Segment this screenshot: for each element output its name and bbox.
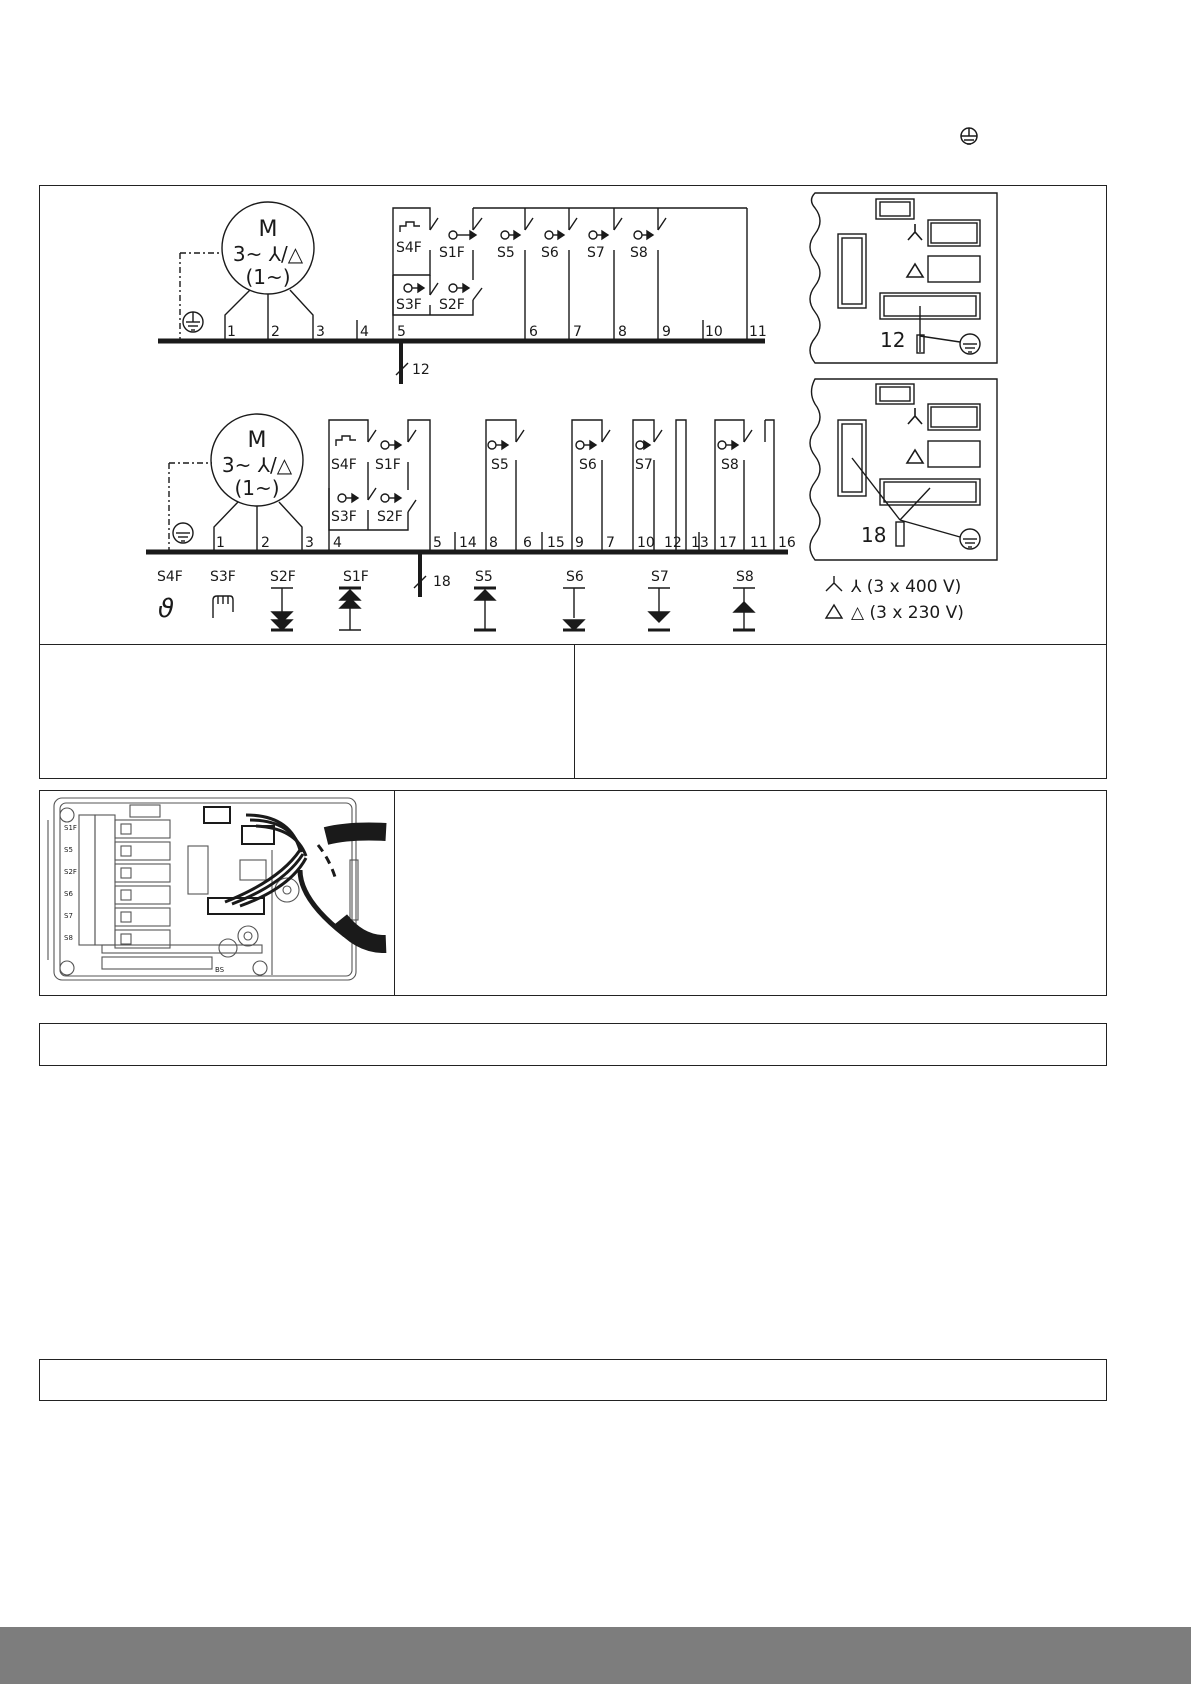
switch-label: S2F [439, 297, 465, 313]
switch-label: S8 [630, 245, 648, 261]
legend-star: ⅄ (3 x 400 V) [851, 577, 962, 597]
info-bar-2 [39, 1359, 1107, 1401]
terminal-label: 12 [664, 535, 682, 551]
motor-top-label: M [258, 217, 278, 242]
switch-label: S7 [587, 245, 605, 261]
switch-label: S6 [579, 457, 597, 473]
switch-label: S4F [331, 457, 357, 473]
switch-label: S3F [396, 297, 422, 313]
terminal-label: 9 [662, 324, 671, 340]
terminal-label: 9 [575, 535, 584, 551]
terminal-label: 2 [271, 324, 280, 340]
motor-bottom-phase: 3~ ⅄/△ [221, 453, 293, 477]
terminal-label: 10 [637, 535, 655, 551]
info-bar-1 [39, 1023, 1107, 1066]
switch-label: S4F [396, 240, 422, 256]
terminal-label: 1 [216, 535, 225, 551]
terminal-label: 10 [705, 324, 723, 340]
photo-label: S6 [64, 890, 73, 898]
terminal-label: 3 [316, 324, 325, 340]
terminal-label: 17 [719, 535, 737, 551]
connector-number-top: 12 [880, 328, 906, 352]
switch-label: S3F [331, 509, 357, 525]
terminal-label: 7 [606, 535, 615, 551]
terminal-label: 5 [433, 535, 442, 551]
switch-label: S2F [377, 509, 403, 525]
terminal-label: 1 [227, 324, 236, 340]
motor-top-phase: 3~ ⅄/△ [232, 242, 304, 266]
terminal-label: 8 [618, 324, 627, 340]
legend-label: S8 [736, 569, 754, 585]
connector-number-bottom: 18 [861, 523, 887, 547]
photo-label: S8 [64, 934, 73, 942]
photo-badge: BS [215, 966, 225, 974]
terminal-label: 5 [397, 324, 406, 340]
switch-label: S8 [721, 457, 739, 473]
switch-label: S7 [635, 457, 653, 473]
legend-label: S1F [343, 569, 369, 585]
legend-label: S2F [270, 569, 296, 585]
photo-label: S5 [64, 846, 73, 854]
legend-label: S3F [210, 569, 236, 585]
terminal-label: 8 [489, 535, 498, 551]
motor-bottom-label: M [247, 428, 267, 453]
switch-label: S1F [375, 457, 401, 473]
photo-label: S1F [64, 824, 77, 832]
photo-label: S2F [64, 868, 77, 876]
page-footer-band [0, 1627, 1191, 1684]
legend-label: S7 [651, 569, 669, 585]
bus-label-top: 12 [412, 362, 430, 378]
terminal-label: 11 [749, 324, 767, 340]
terminal-label: 15 [547, 535, 565, 551]
terminal-label: 13 [691, 535, 709, 551]
bus-label-bottom: 18 [433, 574, 451, 590]
terminal-label: 4 [360, 324, 369, 340]
motor-top-single: (1~) [245, 265, 291, 289]
legend-label: S5 [475, 569, 493, 585]
terminal-label: 6 [523, 535, 532, 551]
motor-bottom-single: (1~) [234, 476, 280, 500]
terminal-label: 6 [529, 324, 538, 340]
legend-label: S6 [566, 569, 584, 585]
switch-label: S6 [541, 245, 559, 261]
thermal-icon: ϑ [158, 594, 175, 624]
switch-label: S1F [439, 245, 465, 261]
photo-label: S7 [64, 912, 73, 920]
switch-label: S5 [491, 457, 509, 473]
terminal-label: 11 [750, 535, 768, 551]
terminal-label: 16 [778, 535, 796, 551]
legend-label: S4F [157, 569, 183, 585]
terminal-label: 4 [333, 535, 342, 551]
switch-label: S5 [497, 245, 515, 261]
legend-delta: △ (3 x 230 V) [851, 603, 964, 623]
terminal-label: 7 [573, 324, 582, 340]
terminal-label: 14 [459, 535, 477, 551]
terminal-label: 3 [305, 535, 314, 551]
terminal-label: 2 [261, 535, 270, 551]
